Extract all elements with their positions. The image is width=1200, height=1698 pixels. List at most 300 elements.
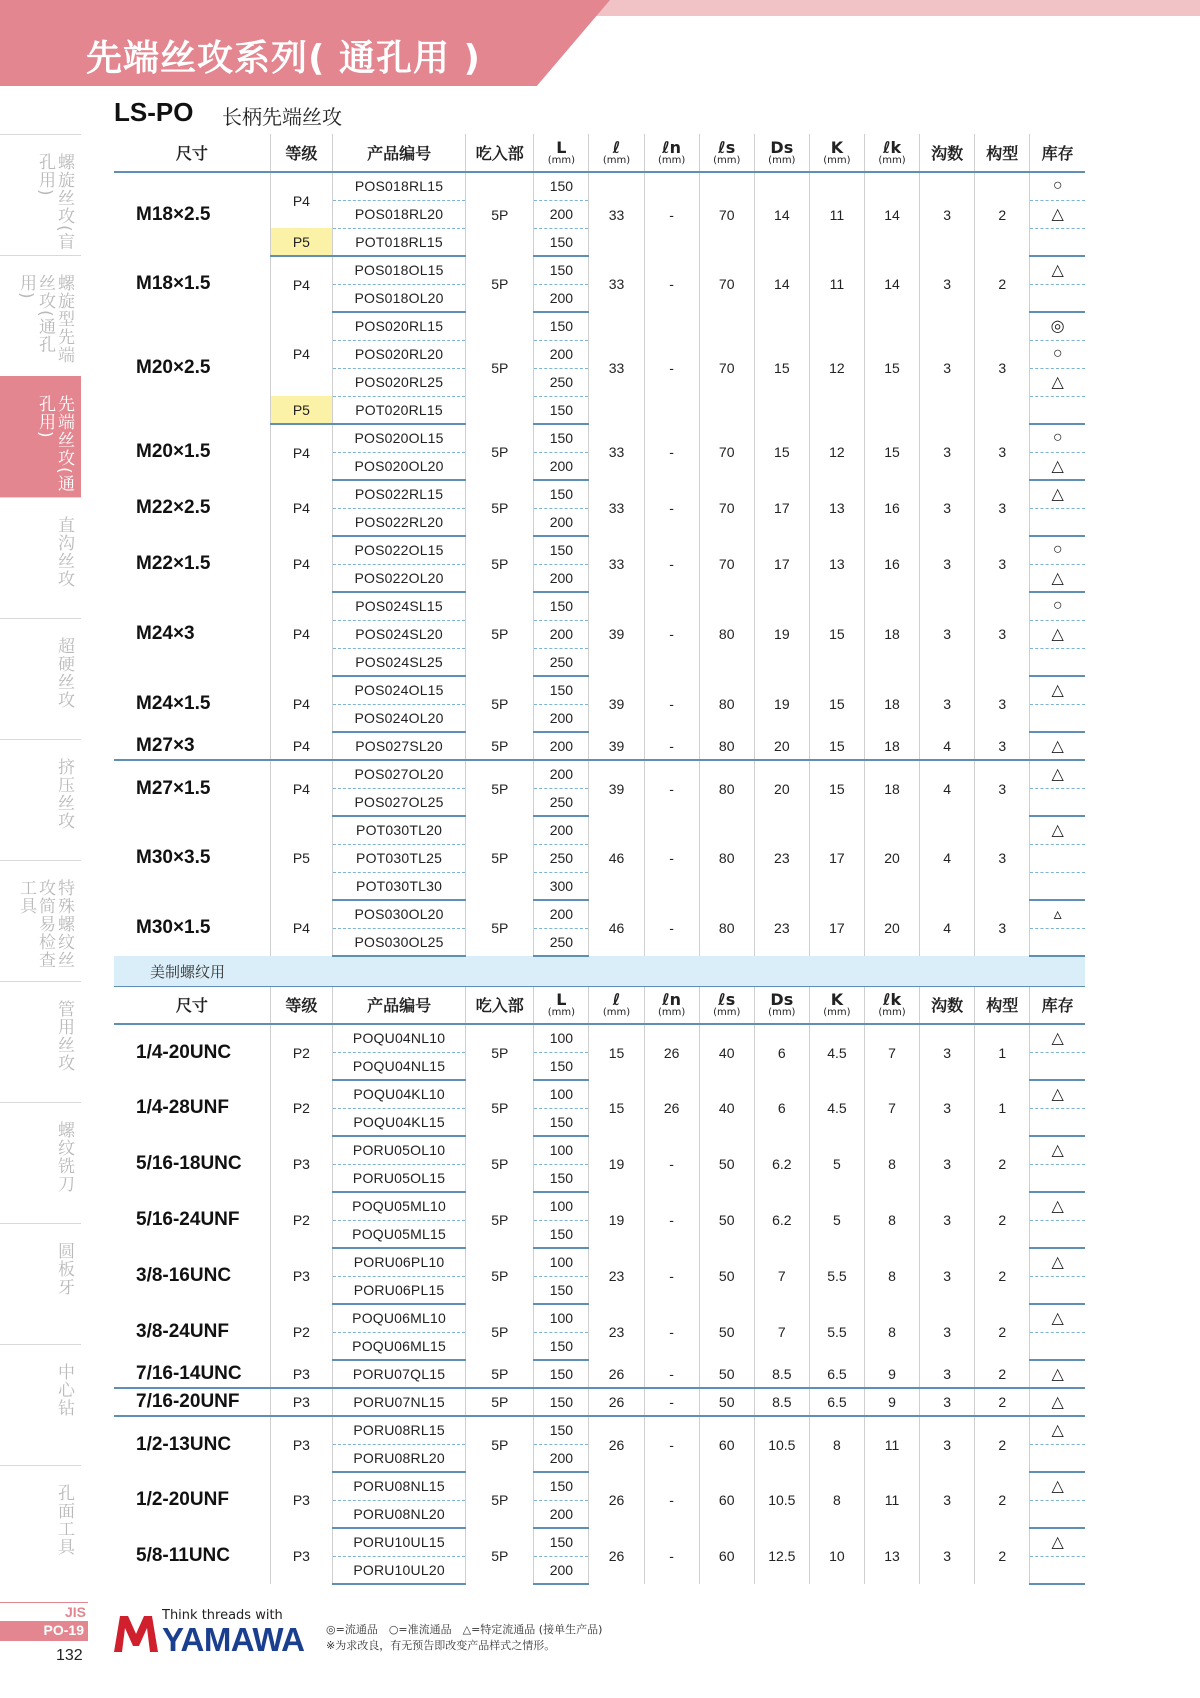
spec-lk: 16	[864, 536, 919, 592]
overall-length: 200	[534, 508, 589, 536]
product-code: POS018RL15	[332, 172, 465, 200]
spec-ds: 23	[754, 900, 809, 956]
side-tab-8[interactable]	[0, 1102, 81, 1223]
col-bite-header: 吃入部	[466, 134, 534, 172]
spec-k: 6.5	[809, 1388, 864, 1416]
spec-ds: 8.5	[754, 1388, 809, 1416]
col-l-header	[534, 986, 589, 1024]
spec-type: 1	[975, 1024, 1030, 1080]
spec-ds: 10.5	[754, 1416, 809, 1472]
spec-ln: -	[644, 676, 699, 732]
col-ls-header	[699, 986, 754, 1024]
overall-length: 150	[534, 228, 589, 256]
spec-lk: 15	[864, 312, 919, 424]
stock-status: △	[1030, 256, 1085, 284]
stock-status	[1030, 1332, 1085, 1360]
spec-l: 15	[589, 1024, 644, 1080]
col-ln-header	[644, 986, 699, 1024]
product-code: POS020OL20	[332, 452, 465, 480]
spec-k: 5	[809, 1192, 864, 1248]
spec-lk: 16	[864, 480, 919, 536]
stock-status	[1030, 228, 1085, 256]
product-code: POS018RL20	[332, 200, 465, 228]
stock-status	[1030, 1108, 1085, 1136]
col-size-header: 尺寸	[114, 986, 270, 1024]
bite-length: 5P	[466, 1248, 534, 1304]
side-tab-5[interactable]	[0, 739, 81, 860]
side-tab-label: 先端丝攻(通孔用)	[35, 395, 74, 493]
product-code: PORU06PL15	[332, 1276, 465, 1304]
spec-flutes: 3	[920, 1136, 975, 1192]
col-symbol: ℓ	[612, 137, 621, 157]
col-ds-header	[754, 986, 809, 1024]
overall-length: 150	[534, 1360, 589, 1388]
stock-status	[1030, 704, 1085, 732]
stock-status: △	[1030, 480, 1085, 508]
bite-length: 5P	[466, 480, 534, 536]
side-tab-7[interactable]	[0, 981, 81, 1102]
product-code: POS024OL20	[332, 704, 465, 732]
footnote: ※为求改良，有无预告即改变产品样式之情形。	[326, 1639, 556, 1652]
overall-length: 200	[534, 284, 589, 312]
tolerance-grade: P4	[270, 760, 332, 816]
spec-ds: 6	[754, 1024, 809, 1080]
spec-k: 10	[809, 1528, 864, 1584]
spec-k: 8	[809, 1416, 864, 1472]
product-code: PORU05OL15	[332, 1164, 465, 1192]
spec-lk: 18	[864, 732, 919, 760]
thread-size: M20×2.5	[114, 312, 270, 424]
spec-flutes: 3	[920, 1024, 975, 1080]
stock-status: △	[1030, 564, 1085, 592]
col-unit: (mm)	[547, 1006, 576, 1018]
product-code: POS022RL20	[332, 508, 465, 536]
col-ln-header	[644, 134, 699, 172]
spec-ls: 70	[699, 536, 754, 592]
product-code: POT020RL15	[332, 396, 465, 424]
table-row	[114, 1024, 1085, 1052]
product-code: PORU10UL20	[332, 1556, 465, 1584]
product-code: POS024SL25	[332, 648, 465, 676]
product-code: POS027SL20	[332, 732, 465, 760]
thread-size: 1/2-13UNC	[114, 1416, 270, 1472]
col-symbol: ℓ	[612, 989, 621, 1009]
product-code: POQU06ML10	[332, 1304, 465, 1332]
bite-length: 5P	[466, 1080, 534, 1136]
overall-length: 150	[534, 1388, 589, 1416]
thread-size: 3/8-16UNC	[114, 1248, 270, 1304]
thread-size: M24×1.5	[114, 676, 270, 732]
stock-status: △	[1030, 368, 1085, 396]
stock-status: △	[1030, 1248, 1085, 1276]
spec-k: 13	[809, 536, 864, 592]
spec-ls: 80	[699, 732, 754, 760]
col-flutes-header: 沟数	[920, 986, 975, 1024]
product-code: POQU04KL10	[332, 1080, 465, 1108]
product-code: POS022OL15	[332, 536, 465, 564]
overall-length: 100	[534, 1304, 589, 1332]
stock-status	[1030, 508, 1085, 536]
side-tab-11[interactable]	[0, 1465, 81, 1586]
col-lk-header	[864, 986, 919, 1024]
col-bite-header: 吃入部	[466, 986, 534, 1024]
spec-ds: 15	[754, 312, 809, 424]
product-code: POS018OL15	[332, 256, 465, 284]
spec-ls: 80	[699, 676, 754, 732]
spec-k: 5	[809, 1136, 864, 1192]
spec-l: 33	[589, 424, 644, 480]
bite-length: 5P	[466, 1304, 534, 1360]
spec-l: 19	[589, 1192, 644, 1248]
spec-ls: 50	[699, 1360, 754, 1388]
spec-type: 2	[975, 256, 1030, 312]
product-code: PORU08NL20	[332, 1500, 465, 1528]
spec-flutes: 3	[920, 1528, 975, 1584]
side-tab-2[interactable]	[0, 376, 81, 497]
spec-k: 11	[809, 172, 864, 256]
spec-type: 2	[975, 1388, 1030, 1416]
side-tab-label: 孔面工具	[54, 1484, 74, 1556]
spec-ln: -	[644, 816, 699, 900]
spec-l: 39	[589, 676, 644, 732]
spec-ls: 50	[699, 1136, 754, 1192]
thread-size: 5/16-18UNC	[114, 1136, 270, 1192]
overall-length: 200	[534, 900, 589, 928]
product-model: LS-PO	[114, 97, 194, 127]
tolerance-grade: P2	[270, 1304, 332, 1360]
spec-ln: -	[644, 1528, 699, 1584]
spec-ln: -	[644, 732, 699, 760]
spec-l: 33	[589, 256, 644, 312]
side-tab-3[interactable]	[0, 497, 81, 618]
spec-flutes: 3	[920, 1304, 975, 1360]
col-type-header: 构型	[975, 986, 1030, 1024]
tolerance-grade: P4	[270, 424, 332, 480]
thread-size: 1/2-20UNF	[114, 1472, 270, 1528]
side-tab-6[interactable]	[0, 860, 81, 981]
tolerance-grade: P4	[270, 592, 332, 676]
spec-lk: 15	[864, 424, 919, 480]
spec-ds: 20	[754, 732, 809, 760]
thread-size: M30×1.5	[114, 900, 270, 956]
col-unit: (mm)	[768, 1006, 796, 1018]
thread-size: 7/16-20UNF	[114, 1388, 270, 1416]
col-l-header	[589, 986, 644, 1024]
tolerance-grade: P3	[270, 1528, 332, 1584]
stock-status: △	[1030, 732, 1085, 760]
tolerance-grade: P5	[270, 228, 332, 256]
spec-ln: -	[644, 424, 699, 480]
bite-length: 5P	[466, 312, 534, 424]
spec-lk: 9	[864, 1360, 919, 1388]
spec-lk: 7	[864, 1024, 919, 1080]
overall-length: 150	[534, 1052, 589, 1080]
tolerance-grade: P3	[270, 1136, 332, 1192]
spec-ds: 6.2	[754, 1136, 809, 1192]
col-unit: (mm)	[713, 154, 741, 166]
thread-size: M24×3	[114, 592, 270, 676]
spec-ln: -	[644, 900, 699, 956]
spec-ln: -	[644, 592, 699, 676]
stock-status	[1030, 1164, 1085, 1192]
overall-length: 250	[534, 648, 589, 676]
side-tab-label: 挤压丝攻	[54, 758, 74, 830]
table-row	[114, 1304, 1085, 1332]
side-tab-label: 螺旋丝攻(盲孔用)	[35, 153, 74, 251]
table-row	[114, 256, 1085, 284]
spec-flutes: 4	[920, 816, 975, 900]
thread-size: M22×1.5	[114, 536, 270, 592]
col-unit: (mm)	[602, 154, 631, 166]
spec-ls: 70	[699, 256, 754, 312]
logo-name: YAMAWA	[162, 1621, 305, 1658]
header-top-strip	[560, 0, 1200, 16]
bite-length: 5P	[466, 424, 534, 480]
spec-k: 13	[809, 480, 864, 536]
table-row	[114, 592, 1085, 620]
bite-length: 5P	[466, 732, 534, 760]
spec-k: 12	[809, 424, 864, 480]
spec-lk: 7	[864, 1080, 919, 1136]
stock-status: ○	[1030, 536, 1085, 564]
spec-flutes: 3	[920, 1360, 975, 1388]
stock-status	[1030, 928, 1085, 956]
col-grade-header: 等级	[270, 134, 332, 172]
col-symbol: Ds	[770, 137, 794, 157]
col-unit: (mm)	[602, 1006, 631, 1018]
spec-l: 39	[589, 732, 644, 760]
table-row	[114, 1360, 1085, 1388]
stock-status: ◎	[1030, 312, 1085, 340]
product-code: PORU07QL15	[332, 1360, 465, 1388]
product-code: POS018OL20	[332, 284, 465, 312]
spec-l: 33	[589, 172, 644, 256]
col-flutes-header: 沟数	[920, 134, 975, 172]
thread-size: 3/8-24UNF	[114, 1304, 270, 1360]
product-code: PORU08NL15	[332, 1472, 465, 1500]
bite-length: 5P	[466, 172, 534, 256]
product-code: POS020RL20	[332, 340, 465, 368]
side-tab-label: 直沟丝攻	[54, 516, 74, 588]
table-row	[114, 1528, 1085, 1556]
spec-l: 39	[589, 760, 644, 816]
side-tab-4[interactable]	[0, 618, 81, 739]
overall-length: 150	[534, 676, 589, 704]
col-symbol: K	[830, 989, 844, 1009]
col-code-header: 产品编号	[332, 986, 465, 1024]
side-tab-label: 中心钻	[54, 1363, 74, 1417]
bite-length: 5P	[466, 256, 534, 312]
col-symbol: L	[556, 989, 567, 1009]
tolerance-grade: P3	[270, 1248, 332, 1304]
col-symbol: ℓk	[882, 137, 902, 157]
spec-type: 3	[975, 592, 1030, 676]
bite-length: 5P	[466, 676, 534, 732]
stock-status	[1030, 1444, 1085, 1472]
spec-table	[114, 134, 1085, 1585]
yamawa-logo-mark-icon	[114, 1612, 158, 1652]
side-tab-label: 超硬丝攻	[54, 637, 74, 709]
spec-l: 33	[589, 480, 644, 536]
bite-length: 5P	[466, 1528, 534, 1584]
overall-length: 150	[534, 480, 589, 508]
thread-size: 5/16-24UNF	[114, 1192, 270, 1248]
spec-k: 12	[809, 312, 864, 424]
tolerance-grade: P4	[270, 732, 332, 760]
col-size-header: 尺寸	[114, 134, 270, 172]
spec-ls: 80	[699, 592, 754, 676]
spec-flutes: 3	[920, 592, 975, 676]
stock-status	[1030, 1052, 1085, 1080]
bite-length: 5P	[466, 1472, 534, 1528]
spec-ds: 7	[754, 1304, 809, 1360]
overall-length: 200	[534, 340, 589, 368]
table-row	[114, 424, 1085, 452]
col-type-header: 构型	[975, 134, 1030, 172]
col-symbol: L	[556, 137, 567, 157]
spec-k: 5.5	[809, 1248, 864, 1304]
spec-k: 15	[809, 760, 864, 816]
spec-type: 2	[975, 1248, 1030, 1304]
table-row	[114, 1388, 1085, 1416]
logo-tagline: Think threads with	[162, 1608, 283, 1623]
tolerance-grade: P4	[270, 536, 332, 592]
spec-ln: -	[644, 1472, 699, 1528]
col-grade-header: 等级	[270, 986, 332, 1024]
spec-ls: 60	[699, 1416, 754, 1472]
spec-k: 5.5	[809, 1304, 864, 1360]
spec-flutes: 3	[920, 676, 975, 732]
spec-ln: -	[644, 480, 699, 536]
table-row	[114, 1248, 1085, 1276]
spec-ds: 17	[754, 480, 809, 536]
spec-type: 3	[975, 536, 1030, 592]
spec-flutes: 3	[920, 256, 975, 312]
tolerance-grade: P3	[270, 1416, 332, 1472]
header-row	[114, 134, 1085, 172]
spec-lk: 20	[864, 900, 919, 956]
stock-status: △	[1030, 1472, 1085, 1500]
spec-ln: -	[644, 760, 699, 816]
thread-size: M18×2.5	[114, 172, 270, 256]
thread-size: M27×3	[114, 732, 270, 760]
spec-flutes: 3	[920, 536, 975, 592]
spec-flutes: 3	[920, 1192, 975, 1248]
overall-length: 250	[534, 844, 589, 872]
overall-length: 150	[534, 1220, 589, 1248]
product-code: PORU07NL15	[332, 1388, 465, 1416]
side-tab-0[interactable]	[0, 134, 81, 255]
spec-l: 26	[589, 1388, 644, 1416]
spec-ds: 6	[754, 1080, 809, 1136]
spec-ls: 70	[699, 172, 754, 256]
table-row	[114, 900, 1085, 928]
tolerance-grade: P5	[270, 816, 332, 900]
side-tab-label: 管用丝攻	[54, 1000, 74, 1072]
table-row	[114, 1416, 1085, 1444]
col-k-header	[809, 986, 864, 1024]
stock-status: △	[1030, 1080, 1085, 1108]
col-symbol: ℓs	[718, 989, 736, 1009]
stock-status	[1030, 788, 1085, 816]
spec-ln: -	[644, 1388, 699, 1416]
stock-status: △	[1030, 1360, 1085, 1388]
bite-length: 5P	[466, 1416, 534, 1472]
stock-status	[1030, 872, 1085, 900]
spec-k: 4.5	[809, 1080, 864, 1136]
overall-length: 200	[534, 1556, 589, 1584]
overall-length: 200	[534, 620, 589, 648]
overall-length: 200	[534, 760, 589, 788]
side-tab-1[interactable]	[0, 255, 81, 376]
spec-ds: 14	[754, 256, 809, 312]
spec-ds: 19	[754, 676, 809, 732]
side-tab-10[interactable]	[0, 1344, 81, 1465]
col-stock-header: 库存	[1030, 986, 1085, 1024]
product-code: POS022RL15	[332, 480, 465, 508]
stock-status: △	[1030, 1416, 1085, 1444]
side-tab-nav	[0, 134, 81, 1586]
spec-ds: 15	[754, 424, 809, 480]
spec-k: 4.5	[809, 1024, 864, 1080]
stock-status: △	[1030, 1528, 1085, 1556]
stock-status: △	[1030, 1388, 1085, 1416]
overall-length: 150	[534, 1332, 589, 1360]
table-row	[114, 760, 1085, 788]
spec-lk: 14	[864, 172, 919, 256]
spec-flutes: 3	[920, 1080, 975, 1136]
spec-ds: 19	[754, 592, 809, 676]
col-unit: (mm)	[657, 1006, 686, 1018]
overall-length: 150	[534, 256, 589, 284]
spec-type: 2	[975, 1360, 1030, 1388]
bite-length: 5P	[466, 1360, 534, 1388]
spec-l: 26	[589, 1472, 644, 1528]
spec-k: 15	[809, 592, 864, 676]
overall-length: 150	[534, 172, 589, 200]
product-code: POT018RL15	[332, 228, 465, 256]
side-tab-label: 螺旋型先端丝攻(通孔用)	[16, 274, 74, 364]
side-tab-9[interactable]	[0, 1223, 81, 1344]
footer-jis-rule	[0, 1602, 88, 1620]
product-code: POS024SL20	[332, 620, 465, 648]
spec-l: 23	[589, 1304, 644, 1360]
product-code: POQU06ML15	[332, 1332, 465, 1360]
overall-length: 150	[534, 1416, 589, 1444]
stock-status: ▵	[1030, 900, 1085, 928]
section-row	[114, 956, 1085, 986]
overall-length: 200	[534, 816, 589, 844]
col-code-header: 产品编号	[332, 134, 465, 172]
spec-ln: -	[644, 536, 699, 592]
side-tab-label: 圆板牙	[54, 1242, 74, 1296]
col-l-header	[589, 134, 644, 172]
spec-lk: 9	[864, 1388, 919, 1416]
overall-length: 200	[534, 1500, 589, 1528]
spec-lk: 11	[864, 1472, 919, 1528]
spec-k: 6.5	[809, 1360, 864, 1388]
spec-flutes: 3	[920, 1416, 975, 1472]
product-code: POS024OL15	[332, 676, 465, 704]
spec-lk: 18	[864, 760, 919, 816]
spec-ds: 20	[754, 760, 809, 816]
overall-length: 150	[534, 424, 589, 452]
thread-size: M27×1.5	[114, 760, 270, 816]
spec-k: 17	[809, 900, 864, 956]
spec-lk: 13	[864, 1528, 919, 1584]
spec-l: 15	[589, 1080, 644, 1136]
spec-type: 3	[975, 816, 1030, 900]
